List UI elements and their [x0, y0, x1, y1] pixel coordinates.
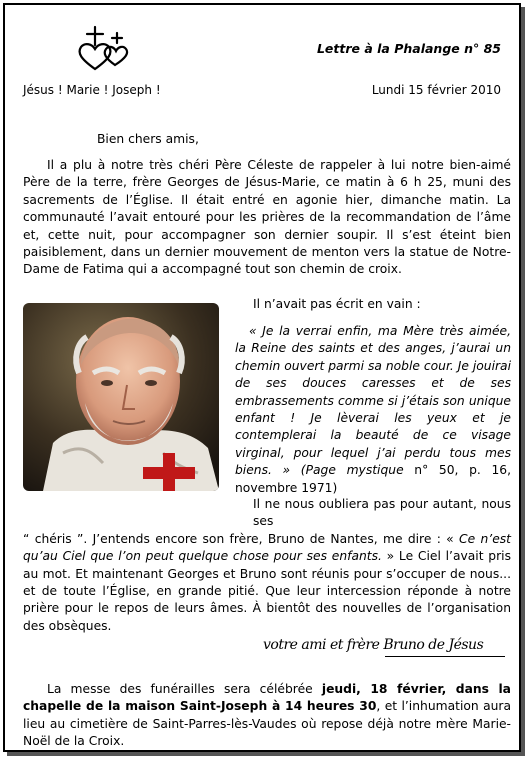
quote-text: « Je la verrai enfin, ma Mère très aimée, la Reine des saints et des anges, j’aurai un chemin ouvert parmi sa noble cour. Je jouirai de ses douces caresses et de ses embrassements comme si j’étais son unique enfant ! Je lèverai les yeux et je contemplerai la beauté de ce visage virginal, pour lequel j’ai perdu tous mes biens. » [235, 324, 511, 478]
paragraph-intro-quote: Il n’avait pas écrit en vain : [253, 297, 421, 311]
letter-page [3, 3, 521, 752]
portrait-photo [23, 303, 219, 491]
salutation: Bien chers amis, [97, 132, 199, 146]
quote-source-details: n° 50, p. 16, novembre 1971) [235, 463, 512, 495]
letter-title: Lettre à la Phalange n° 85 [316, 41, 501, 56]
invocation: Jésus ! Marie ! Joseph ! [23, 83, 161, 97]
handwritten-signature: votre ami et frère Bruno de Jésus [263, 637, 484, 653]
mystical-quote [235, 323, 511, 497]
portrait-illustration [23, 303, 219, 491]
cross-and-hearts-icon [73, 25, 133, 73]
paragraph-remembrance-first-line: Il ne nous oubliera pas pour autant, nous ses [253, 497, 511, 529]
funeral-text-a: La messe des funérailles sera célébrée [47, 682, 322, 696]
bruno-quote: Ce n’est qu’au Ciel que l’on peut quelque chose pour ses enfants. [23, 531, 511, 564]
paragraph-announcement: Il a plu à notre très chéri Père Céleste de rappeler à lui notre bien-aimé Père de la terre, frère Georges de Jésus-Marie, ce matin à 6 h 25, muni des sacrements de l’Église. Il était entré en agonie hier, dimanche matin. La communauté l’avait entouré pour les prières de la recommandation de l’âme et, cette nuit, pour accompagner son dernier soupir. Il s’est éteint bien paisiblement, dans un dernier mouvement de menton vers la statue de Notre-Dame de Fatima qui a accompagné tout son chemin de croix. [23, 158, 511, 277]
paragraph-remembrance [23, 496, 511, 635]
quote-source-title: Page mystique [305, 463, 404, 478]
funeral-date-place: jeudi, 18 février, dans la chapelle de la maison Saint-Joseph à 14 heures 30 [23, 682, 511, 714]
paragraph-funeral-details [23, 681, 511, 751]
quote-ref-open: ( [290, 463, 306, 478]
paragraph-remembrance-a: “ chéris ”. J’entends encore son frère, Bruno de Nantes, me dire : « [23, 531, 460, 546]
funeral-text-b: , et l’inhumation aura lieu au cimetière de Saint-Parres-lès-Vaudes où repose déjà notre mère Marie-Noël de la Croix. [23, 699, 511, 749]
paragraph-remembrance-b: » Le Ciel l’avait pris au mot. Et maintenant Georges et Bruno sont réunis pour s’occuper de nous... et de toute l’Église, en grande pitié. Que leur intercession réponde à notre prière pour le repos de leurs âmes. À bientôt des nouvelles de l’organisation des obsèques. [23, 549, 511, 633]
signature-underline [385, 656, 505, 657]
letter-date: Lundi 15 février 2010 [371, 83, 501, 97]
